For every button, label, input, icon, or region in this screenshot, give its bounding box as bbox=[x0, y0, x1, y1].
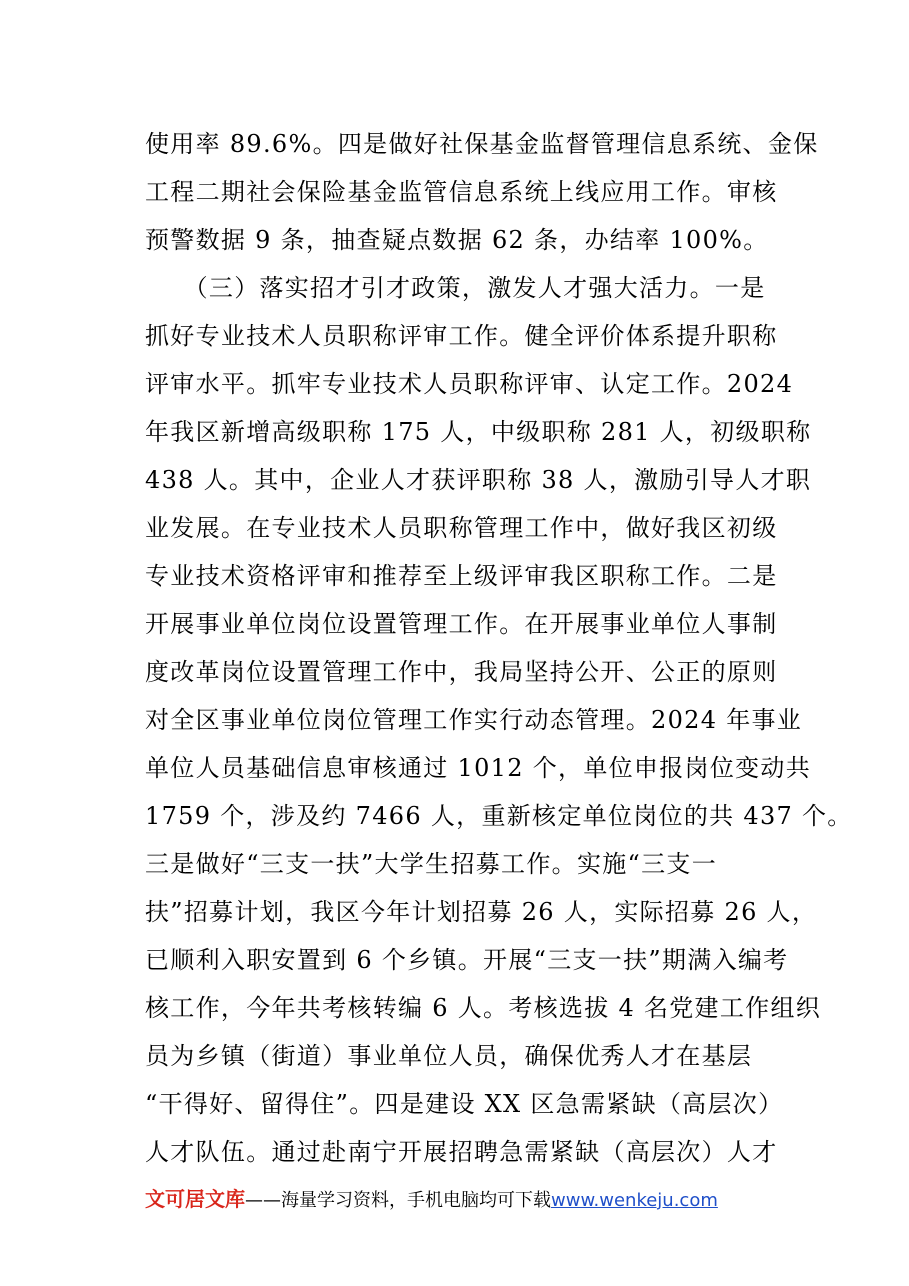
text-line: 员为乡镇（街道）事业单位人员，确保优秀人才在基层 bbox=[145, 1042, 753, 1070]
text-line: 评审水平。抓牢专业技术人员职称评审、认定工作。2024 bbox=[145, 370, 794, 398]
text-line: 人才队伍。通过赴南宁开展招聘急需紧缺（高层次）人才 bbox=[145, 1138, 778, 1166]
text-line: 对全区事业单位岗位管理工作实行动态管理。2024 年事业 bbox=[145, 706, 803, 734]
text-line: 专业技术资格评审和推荐至上级评审我区职称工作。二是 bbox=[145, 562, 778, 590]
text-line: 年我区新增高级职称 175 人，中级职称 281 人，初级职称 bbox=[145, 418, 812, 446]
text-line: 1759 个，涉及约 7466 人，重新核定单位岗位的共 437 个。 bbox=[145, 802, 853, 830]
text-line: 核工作，今年共考核转编 6 人。考核选拔 4 名党建工作组织 bbox=[145, 994, 822, 1022]
text-line: 单位人员基础信息审核通过 1012 个，单位申报岗位变动共 bbox=[145, 754, 812, 782]
footer-banner bbox=[145, 1184, 785, 1214]
text-line: 度改革岗位设置管理工作中，我局坚持公开、公正的原则 bbox=[145, 658, 778, 686]
footer-website-link[interactable]: www.wenkeju.com bbox=[551, 1190, 718, 1211]
text-line: “干得好、留得住”。四是建设 XX 区急需紧缺（高层次） bbox=[145, 1090, 784, 1118]
text-line: 438 人。其中，企业人才获评职称 38 人，激励引导人才职 bbox=[145, 466, 812, 494]
text-line: 使用率 89.6%。四是做好社保基金监督管理信息系统、金保 bbox=[145, 130, 819, 158]
text-line: 三是做好“三支一扶”大学生招募工作。实施“三支一 bbox=[145, 850, 718, 878]
section-heading-line: （三）落实招才引才政策，激发人才强大活力。一是 bbox=[145, 274, 766, 302]
footer-slogan: ——海量学习资料，手机电脑均可下载 bbox=[245, 1190, 551, 1211]
text-line: 扶”招募计划，我区今年计划招募 26 人，实际招募 26 人， bbox=[145, 898, 818, 926]
text-line: 开展事业单位岗位设置管理工作。在开展事业单位人事制 bbox=[145, 610, 778, 638]
footer-brand: 文可居文库 bbox=[145, 1187, 245, 1211]
text-line: 业发展。在专业技术人员职称管理工作中，做好我区初级 bbox=[145, 514, 778, 542]
text-line: 已顺利入职安置到 6 个乡镇。开展“三支一扶”期满入编考 bbox=[145, 946, 789, 974]
text-line: 工程二期社会保险基金监管信息系统上线应用工作。审核 bbox=[145, 178, 778, 206]
text-line: 预警数据 9 条，抽查疑点数据 62 条，办结率 100%。 bbox=[145, 226, 769, 254]
text-line: 抓好专业技术人员职称评审工作。健全评价体系提升职称 bbox=[145, 322, 778, 350]
